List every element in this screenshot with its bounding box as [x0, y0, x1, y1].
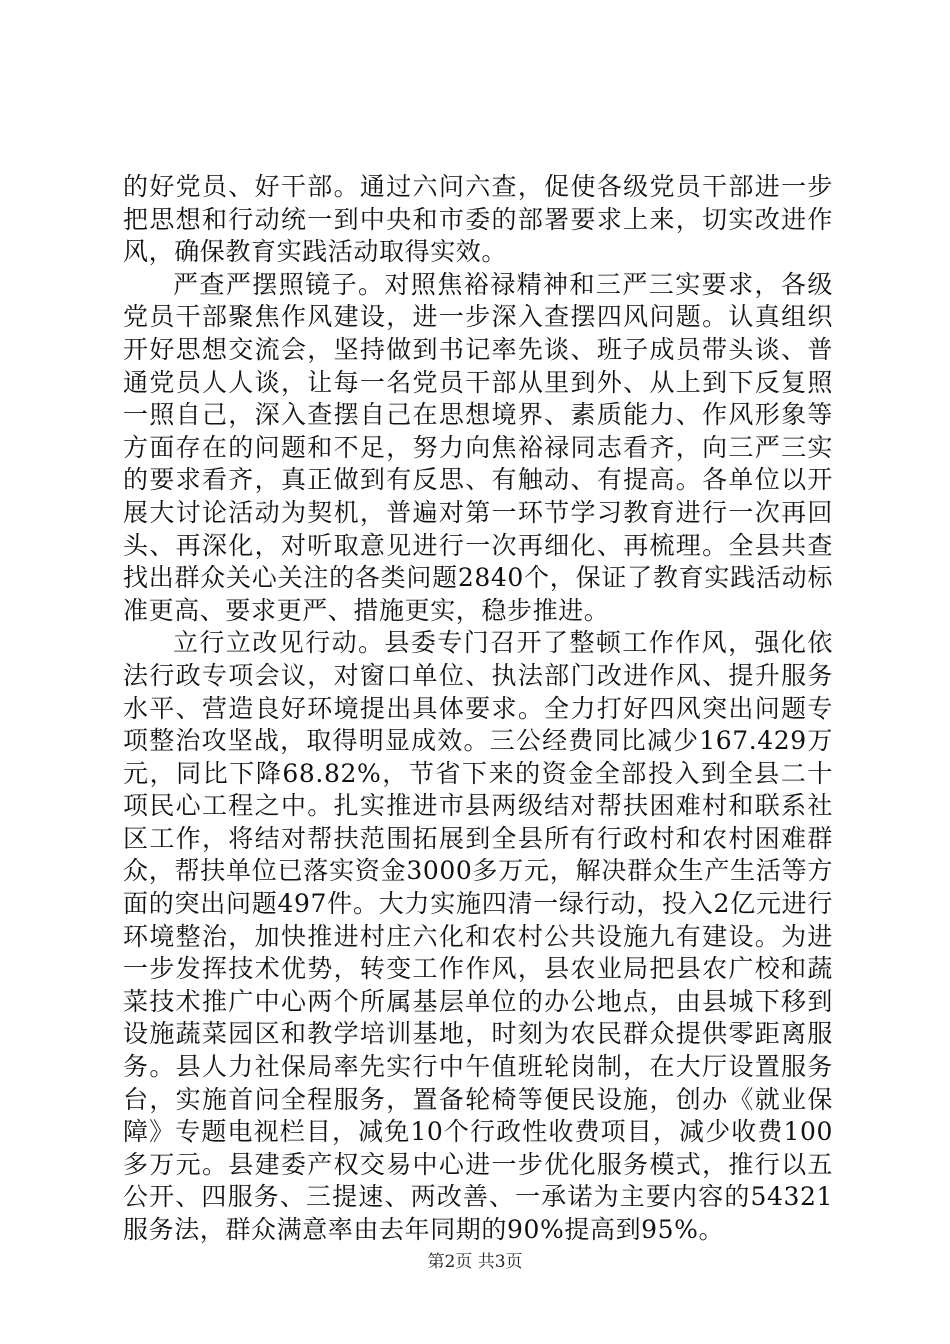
paragraph-self-examination: 严查严摆照镜子。对照焦裕禄精神和三严三实要求，各级党员干部聚焦作风建设，进一步深入查摆四风问题。认真组织开好思想交流会，坚持做到书记率先谈、班子成员带头谈、普通党员人人谈，让每一名党员干部从里到外、从上到下反复照一照自己，深入查摆自己在思想境界、素质能力、作风形象等方面存在的问题和不足，努力向焦裕禄同志看齐，向三严三实的要求看齐，真正做到有反思、有触动、有提高。各单位以开展大讨论活动为契机，普遍对第一环节学习教育进行一次再回头、再深化，对听取意见进行一次再细化、再梳理。全县共查找出群众关心关注的各类问题2840个，保证了教育实践活动标准更高、要求更严、措施更实，稳步推进。: [123, 269, 833, 625]
paragraph-continuation: 的好党员、好干部。通过六问六查，促使各级党员干部进一步把思想和行动统一到中央和市委的部署要求上来，切实改进作风，确保教育实践活动取得实效。: [123, 172, 833, 267]
page-number-footer: 第2页 共3页: [427, 1252, 523, 1272]
paragraph-rectification: 立行立改见行动。县委专门召开了整顿工作作风，强化依法行政专项会议，对窗口单位、执法部门改进作风、提升服务水平、营造良好环境提出具体要求。全力打好四风突出问题专项整治攻坚战，取得明显成效。三公经费同比减少167.429万元，同比下降68.82%，节省下来的资金全部投入到全县二十项民心工程之中。扎实推进市县两级结对帮扶困难村和联系社区工作，将结对帮扶范围拓展到全县所有行政村和农村困难群众，帮扶单位已落实资金3000多万元，解决群众生产生活等方面的突出问题497件。大力实施四清一绿行动，投入2亿元进行环境整治，加快推进村庄六化和农村公共设施九有建设。为进一步发挥技术优势，转变工作作风，县农业局把县农广校和蔬菜技术推广中心两个所属基层单位的办公地点，由县城下移到设施蔬菜园区和教学培训基地，时刻为农民群众提供零距离服务。县人力社保局率先实行中午值班轮岗制，在大厅设置服务台，实施首问全程服务，置备轮椅等便民设施，创办《就业保障》专题电视栏目，减免10个行政性收费项目，减少收费100多万元。县建委产权交易中心进一步优化服务模式，推行以五公开、四服务、三提速、两改善、一承诺为主要内容的54321服务法，群众满意率由去年同期的90%提高到95%。: [123, 628, 833, 1244]
document-body: [123, 171, 833, 1247]
